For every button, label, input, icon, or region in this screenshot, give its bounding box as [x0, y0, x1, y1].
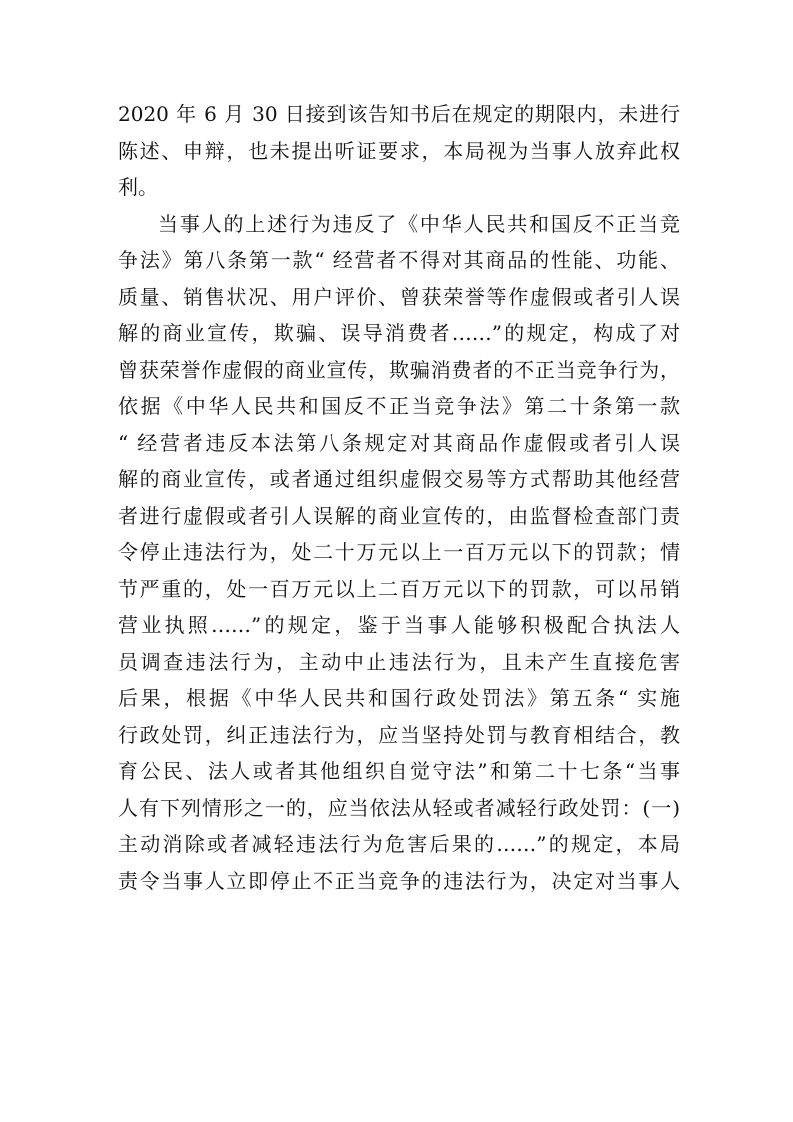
text-line: 人有下列情形之一的，应当依法从轻或者减轻行政处罚：(一)	[118, 795, 680, 820]
text-line: 行政处罚，纠正违法行为，应当坚持处罚与教育相结合，教	[118, 722, 680, 747]
text-line: 利。	[118, 175, 158, 199]
text-line: 后果，根据《中华人民共和国行政处罚法》第五条“ 实施	[118, 686, 680, 710]
text-line: 者进行虚假或者引人误解的商业宣传的，由监督检查部门责	[118, 503, 680, 528]
text-line: 陈述、申辩，也未提出听证要求，本局视为当事人放弃此权	[118, 138, 680, 163]
text-line: 曾获荣誉作虚假的商业宣传，欺骗消费者的不正当竞争行为，	[118, 357, 680, 382]
text-line: 解的商业宣传，或者通过组织虚假交易等方式帮助其他经营	[118, 467, 680, 491]
text-line: 争法》第八条第一款“ 经营者不得对其商品的性能、功能、	[118, 248, 680, 272]
text-line: “ 经营者违反本法第八条规定对其商品作虚假或者引人误	[118, 430, 680, 455]
text-line: 员调查违法行为，主动中止违法行为，且未产生直接危害	[118, 649, 680, 674]
text-line: 解的商业宣传，欺骗、误导消费者……”的规定，构成了对	[118, 321, 680, 345]
text-line: 主动消除或者减轻违法行为危害后果的……”的规定，本局	[118, 832, 680, 856]
paragraph-first-line: 当事人的上述行为违反了《中华人民共和国反不正当竞	[158, 211, 680, 236]
text-line: 依据《中华人民共和国反不正当竞争法》第二十条第一款	[118, 394, 680, 418]
text-line: 营业执照……”的规定，鉴于当事人能够积极配合执法人	[118, 613, 680, 637]
document-body	[118, 96, 680, 899]
text-line: 质量、销售状况、用户评价、曾获荣誉等作虚假或者引人误	[118, 284, 680, 309]
text-line: 责令当事人立即停止不正当竞争的违法行为，决定对当事人	[118, 868, 680, 893]
text-line: 令停止违法行为，处二十万元以上一百万元以下的罚款；情	[118, 540, 680, 564]
text-line: 育公民、法人或者其他组织自觉守法”和第二十七条“当事	[118, 759, 680, 783]
text-line: 2020 年 6 月 30 日接到该告知书后在规定的期限内，未进行	[118, 102, 680, 126]
text-line: 节严重的，处一百万元以上二百万元以下的罚款，可以吊销	[118, 576, 680, 601]
